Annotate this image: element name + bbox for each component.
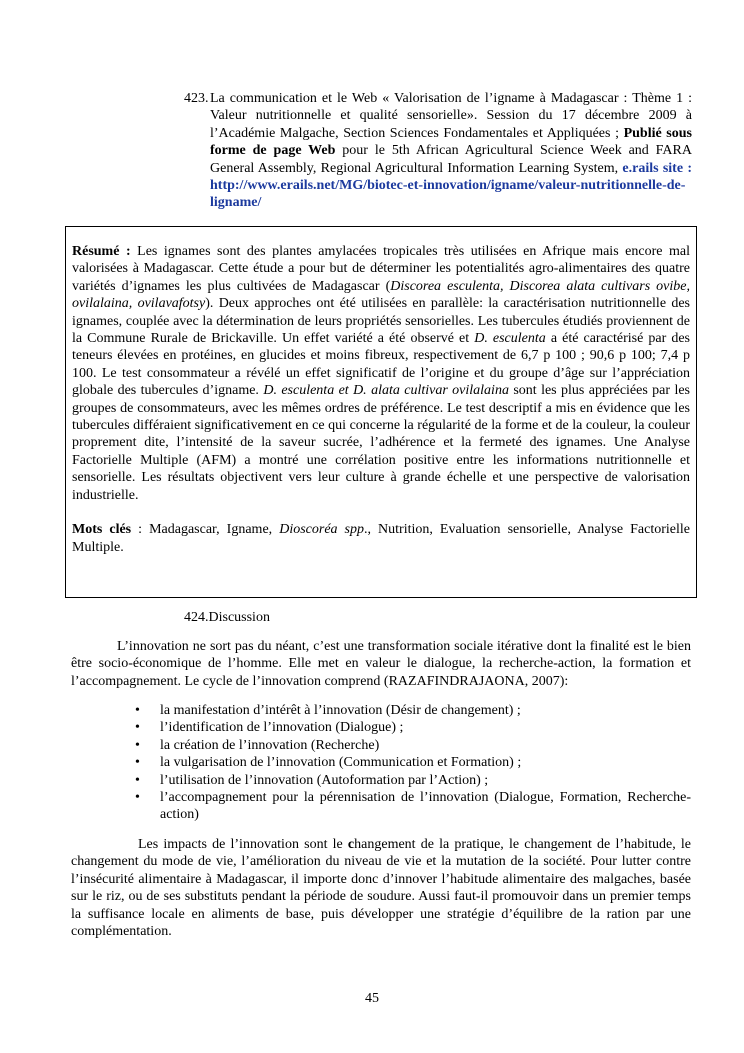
- list-item-text: l’utilisation de l’innovation (Autoformation par l’Action) ;: [160, 772, 489, 788]
- list-item: [135, 737, 691, 754]
- list-item-text: l’accompagnement pour la pérennisation de l’innovation (Dialogue, Formation, Recherche-action): [160, 790, 691, 823]
- impacts-bold-letter: c: [347, 837, 355, 852]
- list-item-text: la vulgarisation de l’innovation (Communication et Formation) ;: [160, 755, 522, 771]
- reference-item-423: [184, 90, 692, 212]
- list-item: [135, 719, 691, 736]
- abstract-text-3: a été caractérisé par des teneurs élevées en protéines, en glucides et moins fibreux, respectivement de 6,7 p 100 ; 90,6 p 100; 7,4 p 100. Le test consommateur a révélé un effet significatif de l’origine et du groupe d’âge sur l’appréciation globale des tubercules d’igname.: [72, 331, 690, 399]
- abstract-text-1: Les ignames sont des plantes amylacées tropicales très utilisées en Afrique mais encore mal valorisées à Madagascar. Cette étude a pour but de déterminer les potentialités agro-alimentaires des quatre variétés d’ignames les plus cultivées de Madagascar (: [72, 244, 690, 294]
- bullet-icon: •: [135, 720, 140, 736]
- list-item: [135, 702, 691, 719]
- bullet-icon: •: [135, 703, 140, 718]
- keywords-label: Mots clés: [72, 522, 132, 538]
- abstract-species-3: D. esculenta et D. alata cultivar ovilalaina: [263, 383, 509, 399]
- innovation-cycle-list: [135, 702, 691, 824]
- bullet-icon: •: [135, 772, 140, 788]
- reference-text-part2: pour le 5th African Agricultural Science Week and FARA General Assembly, Regional Agricultural Information Learning System,: [210, 143, 692, 176]
- list-item: [135, 789, 691, 824]
- bullet-icon: •: [135, 790, 140, 806]
- reference-link[interactable]: e.rails site : http://www.erails.net/MG/biotec-et-innovation/igname/valeur-nutritionnelle-de-ligname/: [210, 160, 692, 211]
- abstract-text-4: sont les plus appréciées par les groupes de consommateurs, avec les mêmes ordres de préférence. Le test descriptif a mis en évidence que les tubercules différaient significativement en ce qui concerne la régularité de la forme et de la couleur, la couleur proprement dite, l’intensité de la saveur sucrée, l’adhérence et la fermeté des ignames. Une Analyse Factorielle Multiple (AFM) a montré une corrélation positive entre les informations nutritionnelle et sensorielle. Les résultats objectivent vers leur culture à grande échelle et une perspective de valorisation industrielle.: [72, 383, 690, 503]
- list-item-text: la manifestation d’intérêt à l’innovation (Désir de changement) ;: [160, 703, 521, 718]
- impacts-text-1: Les impacts de l’innovation sont le: [138, 837, 348, 852]
- abstract-box: [65, 226, 697, 598]
- abstract-label: Résumé :: [72, 244, 131, 259]
- abstract-species-1: Discorea esculenta, Discorea alata cultivars ovibe, ovilalaina, ovilavafotsy: [72, 278, 690, 312]
- section-heading-discussion: [184, 609, 270, 626]
- impacts-paragraph: [71, 836, 691, 940]
- impacts-text-2: hangement de la pratique, le changement de l’habitude, le changement du mode de vie, l’amélioration du niveau de vie et la mutation de la société. Pour lutter contre l’insécurité alimentaire à Madagascar, il importe donc d’innover l’habitude alimentaire des malgaches, basée sur le riz, ou de ses substituts pendant la période de soudure. Aussi faut-il promouvoir dans un premier temps la suffisance locale en aliments de base, puis développer une stratégie d’équilibre de la ration par une complémentation.: [71, 837, 691, 940]
- reference-bold-published: Publié sous forme de page Web: [210, 125, 692, 159]
- abstract-text-2: ). Deux approches ont été utilisées en parallèle: la caractérisation nutritionnelle des ignames, couplée avec la détermination de leurs propriétés sensorielles. Les tubercules étudiés proviennent de la Commune Rurale de Brickaville. Un effet variété a été observé et: [72, 296, 690, 347]
- abstract-paragraph: [72, 243, 690, 504]
- reference-text: [210, 90, 692, 212]
- section-number: 424.: [184, 610, 209, 625]
- list-item-text: la création de l’innovation (Recherche): [160, 737, 380, 753]
- page-number: 45: [365, 991, 379, 1006]
- abstract-species-2: D. esculenta: [474, 331, 546, 347]
- list-item: [135, 772, 691, 789]
- list-item: [135, 754, 691, 771]
- intro-paragraph: L’innovation ne sort pas du néant, c’est une transformation sociale itérative dont la finalité est le bien être socio-économique de l’homme. Elle met en valeur le dialogue, la recherche-action, la formation et l’accompagnement. Le cycle de l’innovation comprend (RAZAFINDRAJAONA, 2007):: [71, 639, 691, 689]
- bullet-icon: •: [135, 737, 140, 753]
- reference-number: 423.: [184, 91, 209, 106]
- keywords-text-2: ., Nutrition, Evaluation sensorielle, Analyse Factorielle Multiple.: [72, 522, 690, 555]
- keywords-species: Dioscoréa spp: [279, 522, 365, 538]
- keywords-text-1: : Madagascar, Igname,: [131, 522, 280, 538]
- reference-text-part1: La communication et le Web « Valorisation de l’igname à Madagascar : Thème 1 : Valeur nutritionnelle et qualité sensorielle». Session du 17 décembre 2009 à l’Académie Malgache, Section Sciences Fondamentales et Appliquées ;: [210, 91, 692, 141]
- keywords-paragraph: [72, 521, 690, 556]
- bullet-icon: •: [135, 755, 140, 771]
- section-title: Discussion: [208, 610, 270, 625]
- list-item-text: l’identification de l’innovation (Dialogue) ;: [160, 720, 404, 736]
